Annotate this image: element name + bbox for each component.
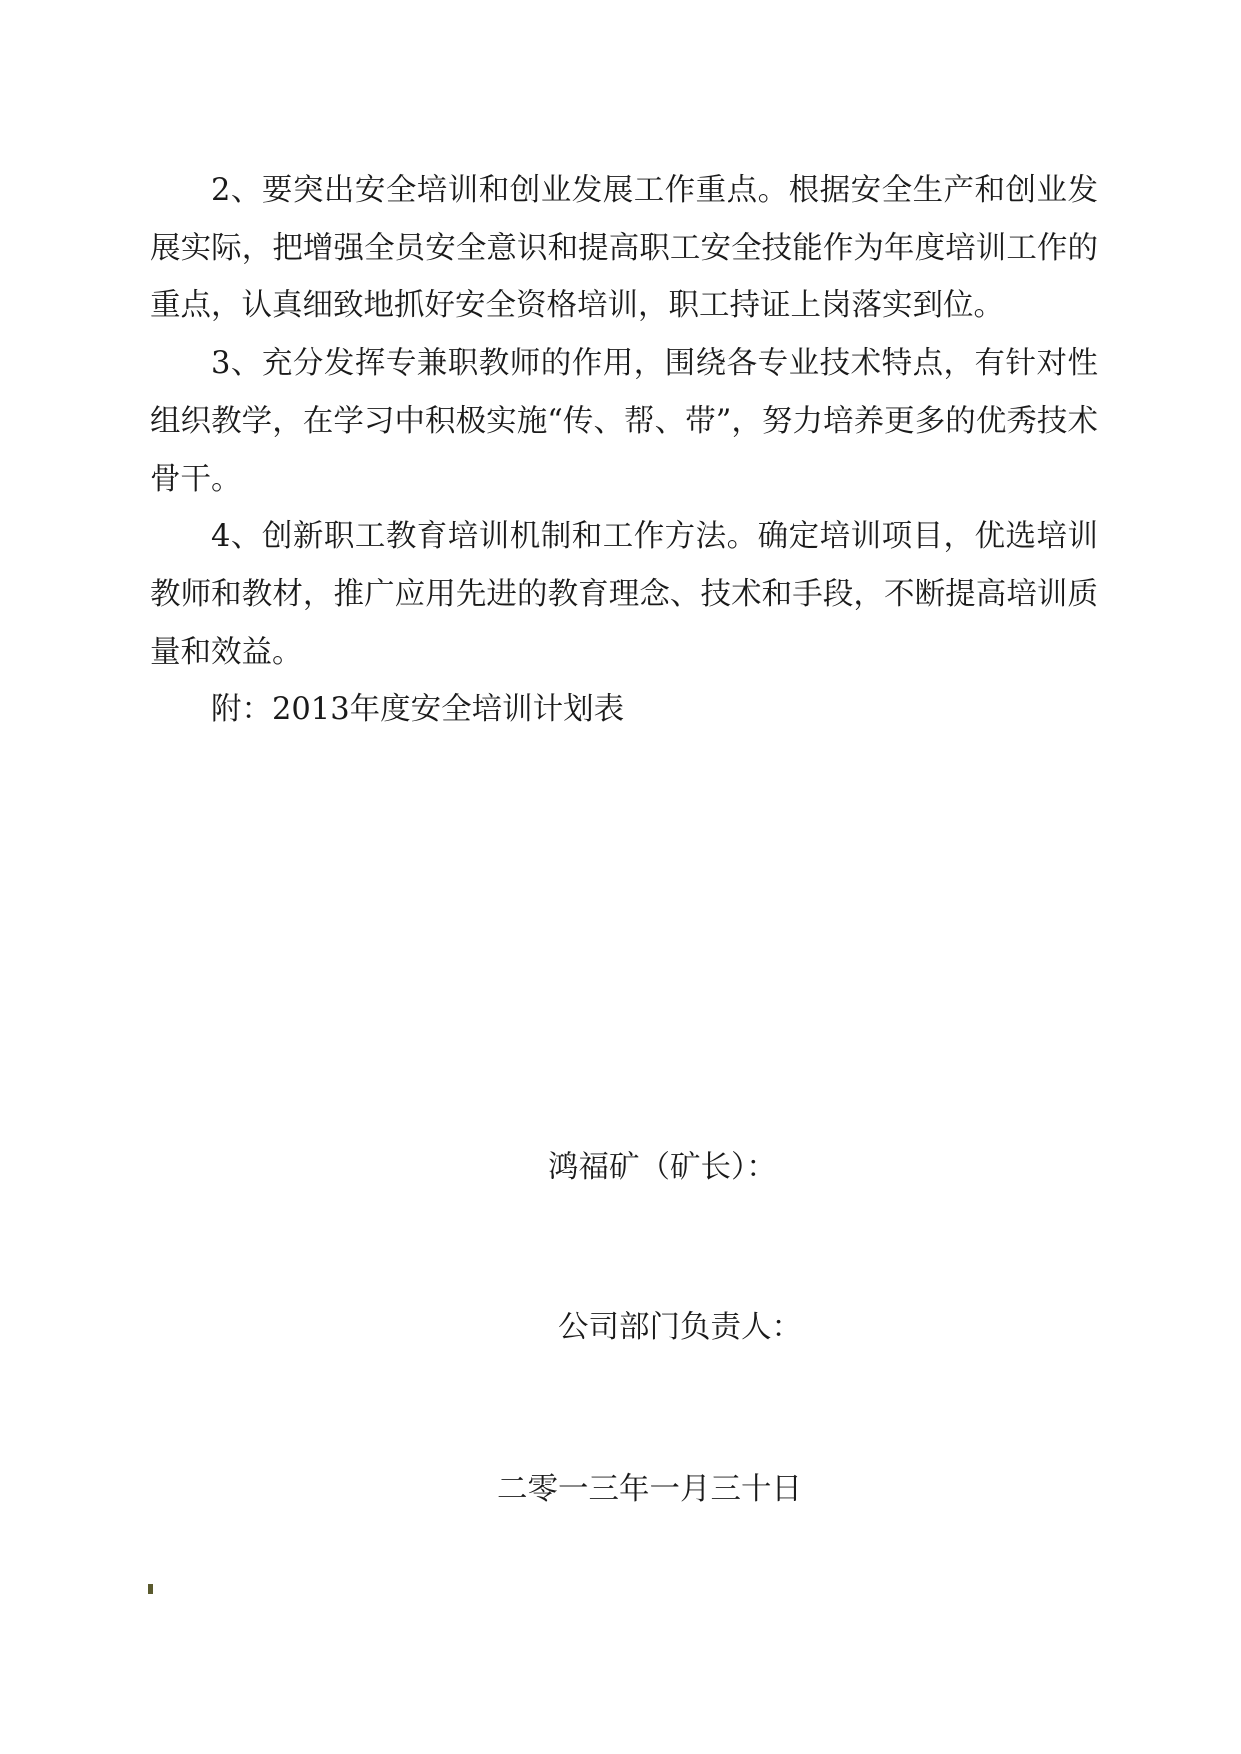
paragraph-teachers-role: 3、充分发挥专兼职教师的作用，围绕各专业技术特点，有针对性组织教学，在学习中积极实施“传、帮、带”，努力培养更多的优秀技术骨干。	[150, 346, 1098, 497]
document-date: 二零一三年一月三十日	[497, 1472, 802, 1507]
paragraph-safety-training-focus: 2、要突出安全培训和创业发展工作重点。根据安全生产和创业发展实际，把增强全员安全意识和提高职工安全技能作为年度培训工作的重点，认真细致地抓好安全资格培训，职工持证上岗落实到位。	[150, 173, 1098, 324]
department-head-signature-line: 公司部门负责人：	[558, 1310, 802, 1345]
document-body	[150, 162, 1098, 739]
paragraph-training-mechanism: 4、创新职工教育培训机制和工作方法。确定培训项目，优选培训教师和教材，推广应用先进的教育理念、技术和手段，不断提高培训质量和效益。	[150, 519, 1098, 670]
mine-director-signature-line: 鸿福矿（矿长）：	[548, 1150, 777, 1185]
page-marker	[148, 1584, 153, 1594]
paragraph-attachment-note: 附：2013年度安全培训计划表	[211, 692, 625, 728]
